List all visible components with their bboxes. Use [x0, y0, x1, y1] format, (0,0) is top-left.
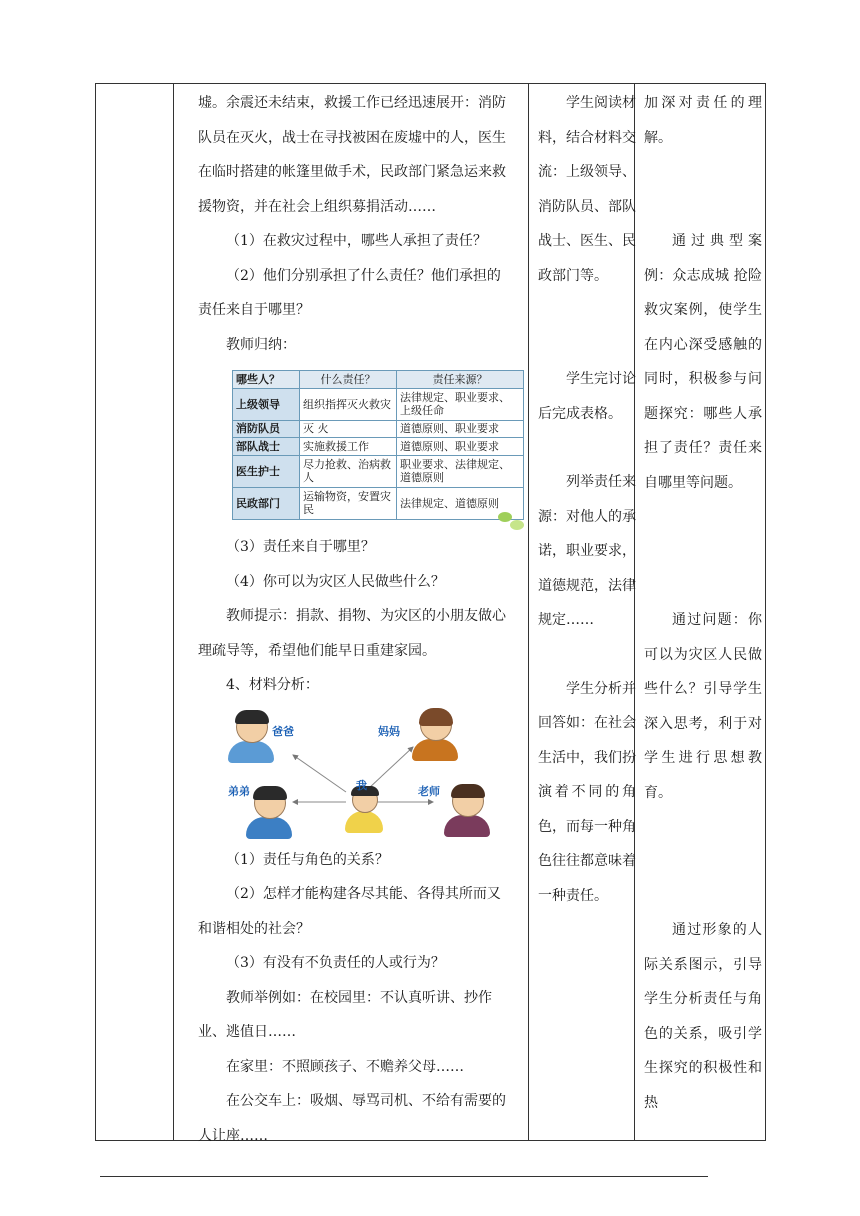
table-cell: 部队战士 — [233, 438, 300, 456]
design-intent-1: 加深对责任的理解。 — [644, 95, 762, 146]
student-activity-1: 学生阅读材料，结合材料交流：上级领导、消防队员、部队战士、医生、民政部门等。 — [538, 95, 636, 284]
teacher-figure — [452, 785, 490, 837]
table-row — [233, 487, 524, 519]
design-intent-column — [644, 86, 762, 1120]
table-cell: 职业要求、法律规定、道德原则 — [397, 455, 524, 487]
teacher-example-bus: 在公交车上：吸烟、辱骂司机、不给有需要的人让座…… — [198, 1093, 506, 1144]
dad-figure — [236, 711, 274, 763]
table-cell: 灭 火 — [300, 420, 397, 438]
label-mom: 妈妈 — [378, 724, 400, 738]
leaf-decoration — [510, 520, 524, 530]
table-cell: 道德原则、职业要求 — [397, 438, 524, 456]
role-diagram — [228, 707, 498, 837]
table-row — [233, 420, 524, 438]
label-me: 我 — [356, 778, 367, 792]
leaf-decoration — [498, 512, 512, 522]
table-row — [233, 438, 524, 456]
column-divider — [173, 84, 174, 1140]
question-2: （2）他们分别承担了什么责任？他们承担的责任来自于哪里？ — [198, 267, 501, 318]
table-cell: 法律规定、道德原则 — [397, 487, 524, 519]
disaster-paragraph: 墟。余震还未结束，救援工作已经迅速展开：消防队员在灭火，战士在寻找被困在废墟中的人，医生在临时搭建的帐篷里做手术，民政部门紧急运来救援物资，并在社会上组织募捐活动…… — [198, 95, 506, 215]
design-intent-4: 通过形象的人际关系图示，引导学生分析责任与角色的关系，吸引学生探究的积极性和热 — [644, 922, 762, 1111]
teacher-hint: 教师提示：捐款、捐物、为灾区的小朋友做心理疏导等，希望他们能早日重建家园。 — [198, 608, 506, 659]
table-header: 哪些人？ — [233, 371, 300, 389]
table-cell: 上级领导 — [233, 388, 300, 420]
teacher-example-home: 在家里：不照顾孩子、不赡养父母…… — [226, 1058, 464, 1075]
question-4: （4）你可以为灾区人民做些什么？ — [226, 573, 445, 590]
label-teacher: 老师 — [418, 784, 440, 798]
section-4-heading: 4、材料分析： — [226, 677, 319, 693]
table-cell: 运输物资，安置灾民 — [300, 487, 397, 519]
material-question-3: （3）有没有不负责任的人或行为？ — [226, 955, 445, 971]
footer-rule — [100, 1176, 708, 1177]
design-intent-2: 通过典型案例：众志成城 抢险救灾案例，使学生在内心深受感触的同时，积极参与问题探究：哪些人承担了责任？责任来自哪里等问题。 — [644, 233, 762, 491]
table-cell: 组织指挥灭火救灾 — [300, 388, 397, 420]
question-1: （1）在救灾过程中，哪些人承担了责任？ — [226, 233, 487, 249]
lesson-table — [95, 83, 766, 1144]
teacher-example-school: 教师举例如：在校园里：不认真听讲、抄作业、逃值日…… — [198, 989, 492, 1040]
material-question-2: （2）怎样才能构建各尽其能、各得其所而又和谐相处的社会？ — [198, 886, 501, 937]
table-cell: 法律规定、职业要求、上级任命 — [397, 388, 524, 420]
table-cell: 消防队员 — [233, 420, 300, 438]
table-row — [233, 388, 524, 420]
question-3: （3）责任来自于哪里？ — [226, 539, 375, 555]
table-header: 责任来源？ — [397, 371, 524, 389]
student-activity-2: 学生完讨论后完成表格。 — [538, 371, 636, 422]
responsibility-table — [232, 370, 524, 520]
table-cell: 道德原则、职业要求 — [397, 420, 524, 438]
table-header: 什么责任？ — [300, 371, 397, 389]
table-cell: 医生护士 — [233, 455, 300, 487]
material-question-1: （1）责任与角色的关系？ — [226, 851, 389, 868]
student-activity-3: 列举责任来源：对他人的承诺，职业要求，道德规范，法律规定…… — [538, 474, 636, 628]
label-brother: 弟弟 — [228, 784, 250, 798]
table-row — [233, 455, 524, 487]
table-cell: 实施救援工作 — [300, 438, 397, 456]
responsibility-table-wrap — [198, 370, 514, 520]
student-activity-column — [538, 86, 636, 913]
design-intent-3: 通过问题：你可以为灾区人民做些什么？引导学生深入思考，利于对学生进行思想教育。 — [644, 612, 762, 801]
brother-figure — [254, 787, 292, 839]
table-cell: 尽力抢救、治病救人 — [300, 455, 397, 487]
table-cell: 民政部门 — [233, 487, 300, 519]
teacher-summary-label: 教师归纳： — [226, 336, 296, 353]
mom-figure — [420, 709, 458, 761]
column-divider — [528, 84, 529, 1140]
student-activity-4: 学生分析并回答如：在社会生活中，我们扮演着不同的角色，而每一种角色往往都意味着一种责任。 — [538, 680, 636, 904]
label-dad: 爸爸 — [272, 724, 294, 738]
content-column — [191, 86, 521, 1153]
